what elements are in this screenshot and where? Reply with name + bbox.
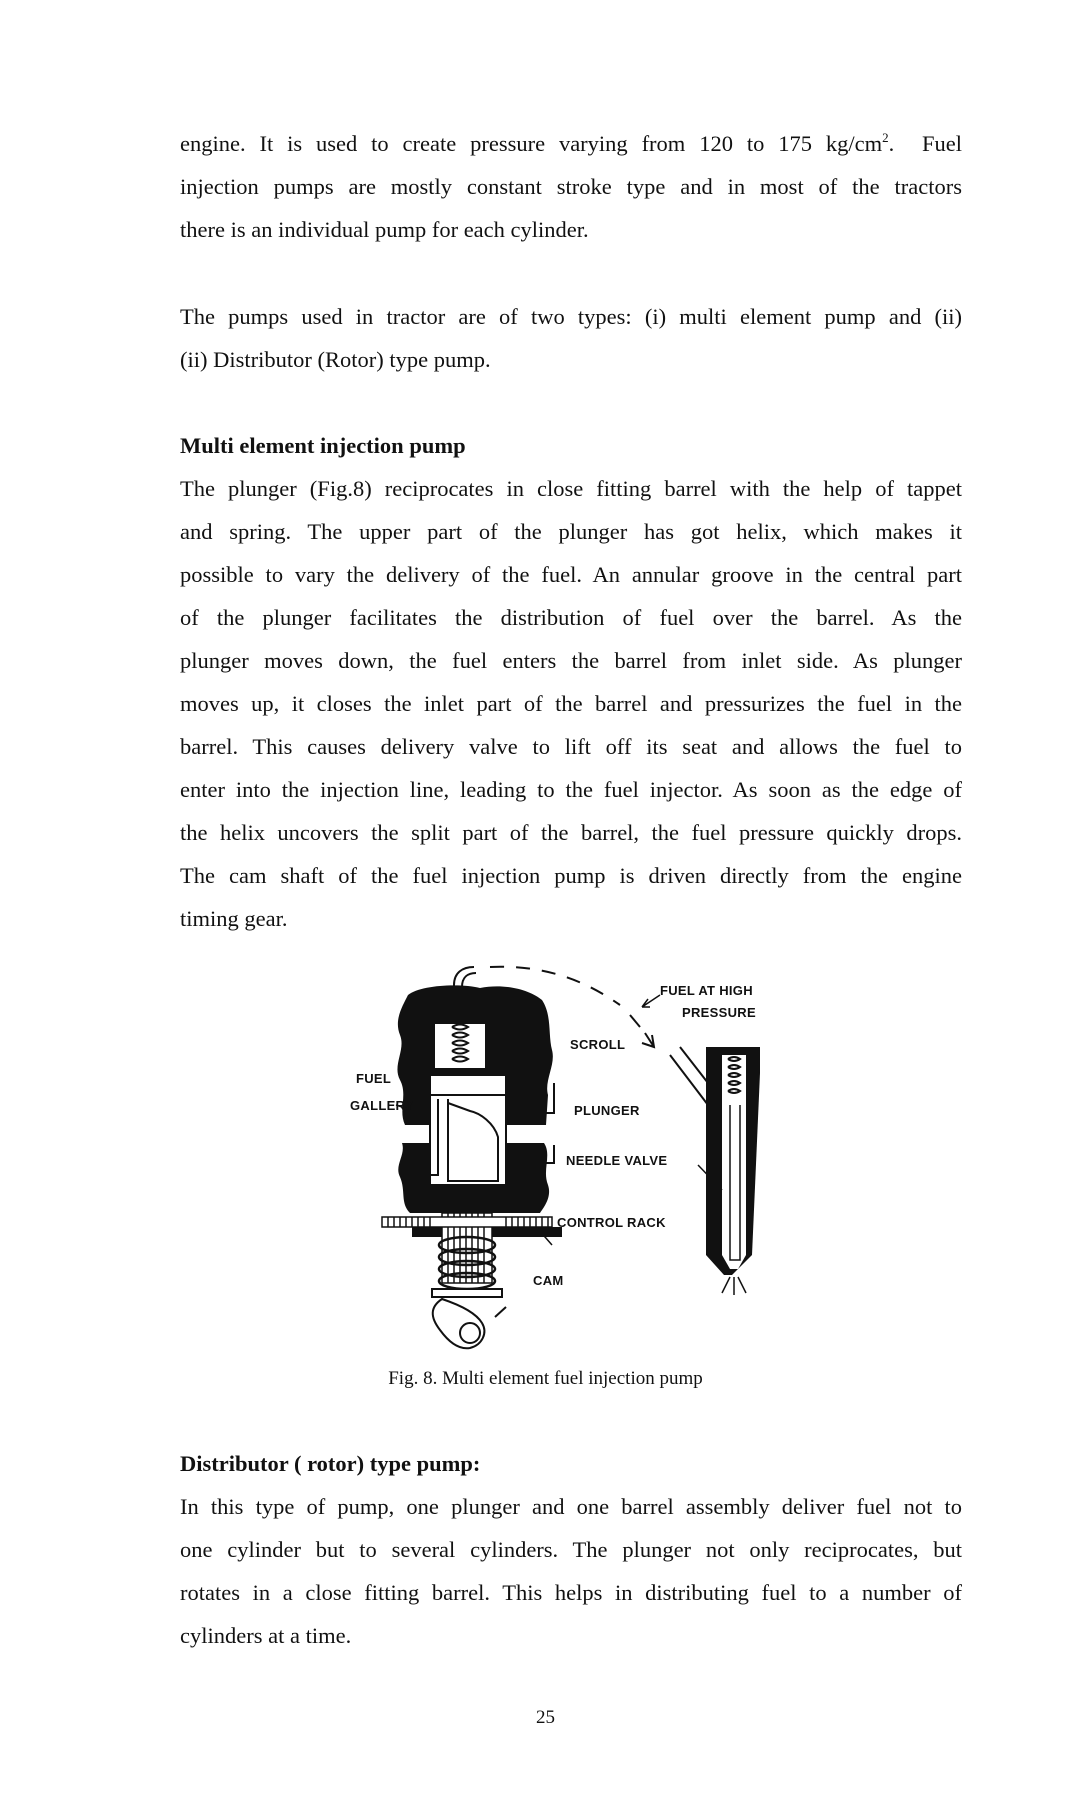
cam <box>433 1299 506 1348</box>
text: . Fuel <box>888 131 962 156</box>
paragraph-line: there is an individual pump for each cylinder. <box>180 217 589 242</box>
label-needle-valve: NEEDLE VALVE <box>566 1153 668 1168</box>
paragraph-line: enter into the injection line, leading to the fuel injector. As soon as the edge of <box>180 777 962 802</box>
label-pressure: PRESSURE <box>682 1005 756 1020</box>
figure-caption: Fig. 8. Multi element fuel injection pump <box>388 1368 703 1389</box>
label-gallery: GALLERY <box>350 1098 414 1113</box>
paragraph-line: one cylinder but to several cylinders. The plunger not only reciprocates, but <box>180 1537 962 1562</box>
paragraph-line: The plunger (Fig.8) reciprocates in close fitting barrel with the help of tappet <box>180 476 962 501</box>
paragraph-line <box>180 122 962 165</box>
paragraph-line: timing gear. <box>180 906 288 931</box>
label-cam: CAM <box>533 1273 564 1288</box>
label-scroll: SCROLL <box>570 1037 626 1052</box>
paragraph-line: cylinders at a time. <box>180 1623 352 1648</box>
section-heading: Distributor ( rotor) type pump: <box>180 1451 481 1476</box>
paragraph-line: moves up, it closes the inlet part of the barrel and pressurizes the fuel in the <box>180 691 962 716</box>
paragraph-line: (ii) Distributor (Rotor) type pump. <box>180 347 491 372</box>
paragraph-line: The cam shaft of the fuel injection pump is driven directly from the engine <box>180 863 962 888</box>
paragraph-line: In this type of pump, one plunger and one barrel assembly deliver fuel not to <box>180 1494 962 1519</box>
paragraph-line: possible to vary the delivery of the fuel. An annular groove in the central part <box>180 562 962 587</box>
paragraph-line: plunger moves down, the fuel enters the barrel from inlet side. As plunger <box>180 648 962 673</box>
section-heading: Multi element injection pump <box>180 433 466 458</box>
paragraph-line: The pumps used in tractor are of two types: (i) multi element pump and (ii) <box>180 304 962 329</box>
paragraph-line: the helix uncovers the split part of the barrel, the fuel pressure quickly drops. <box>180 820 962 845</box>
label-plunger: PLUNGER <box>574 1103 640 1118</box>
superscript: 2 <box>882 130 889 145</box>
label-fuel: FUEL <box>356 1071 392 1086</box>
paragraph-line: injection pumps are mostly constant stroke type and in most of the tractors <box>180 174 962 199</box>
label-control-rack: CONTROL RACK <box>557 1215 666 1230</box>
text: engine. It is used to create pressure varying from 120 to 175 kg/cm <box>180 131 883 156</box>
paragraph-line: of the plunger facilitates the distribution of fuel over the barrel. As the <box>180 605 962 630</box>
injector-nozzle <box>670 1047 760 1295</box>
figure-fuel-injection-pump <box>330 955 810 1355</box>
label-fuel-at-high: FUEL AT HIGH <box>660 983 753 998</box>
paragraph-line: and spring. The upper part of the plunger has got helix, which makes it <box>180 519 962 544</box>
page-number: 25 <box>536 1707 555 1728</box>
paragraph-line: rotates in a close fitting barrel. This helps in distributing fuel to a number of <box>180 1580 962 1605</box>
paragraph-line: barrel. This causes delivery valve to lift off its seat and allows the fuel to <box>180 734 962 759</box>
